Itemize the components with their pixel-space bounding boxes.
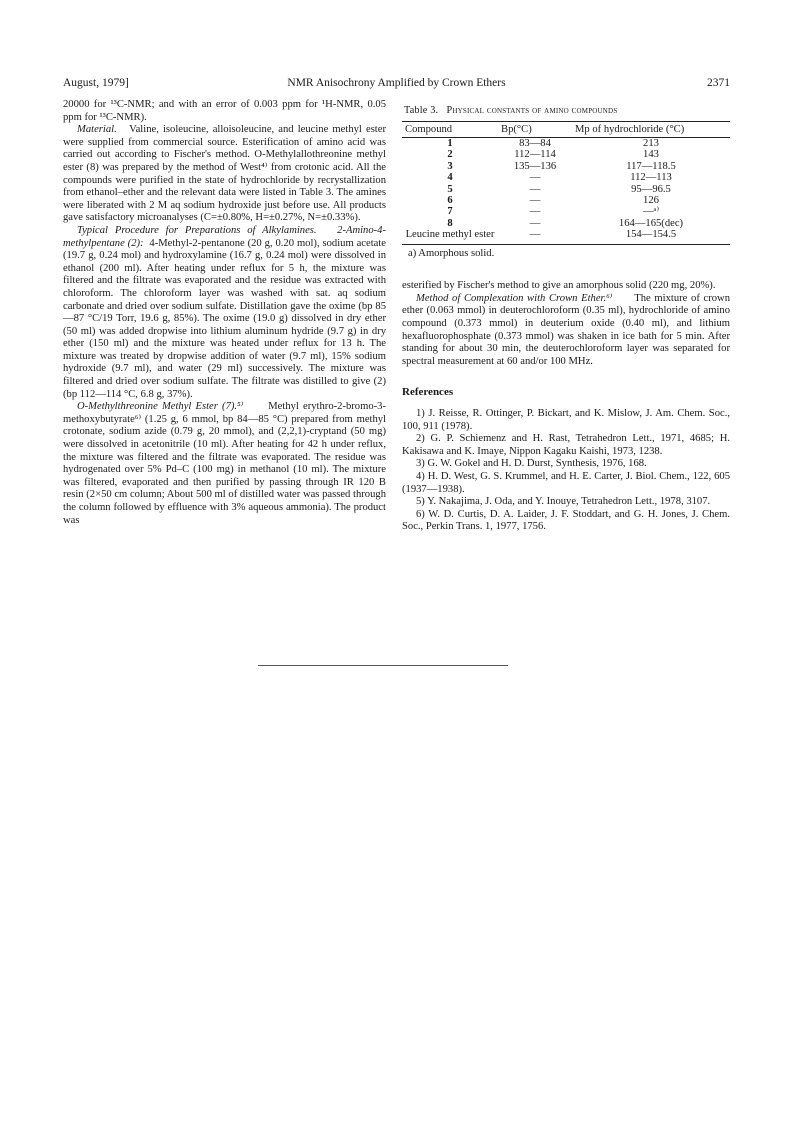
header-page-number: 2371	[707, 77, 730, 89]
table-footnote: a) Amorphous solid.	[408, 247, 495, 259]
table-cell-compound: 6	[447, 195, 453, 207]
typical-procedure-compound: 2-Amino-4-methylpentane (2):	[63, 224, 386, 249]
material-text: Valine, isoleucine, alloisoleucine, and leucine methyl ester were supplied from commercial source. Esterification of amino acid was carried out according to Fischer's method. O-Methylallothreonine methyl ester (8) was prepared by the method of West⁴⁾ from crotonic acid. All the compounds were purified in the state of hydrochloride by recrystallization from ethanol–ether and the relevant data were listed in Table 3. The amines were liberated with 2 M aq sodium hydroxide just before use. All products gave satisfactory microanalyses (C=±0.80%, H=±0.27%, N=±0.33%).	[63, 124, 386, 224]
table-cell-mp: 213	[643, 138, 659, 149]
table-cell-bp: —	[529, 172, 541, 184]
physical-constants-table	[402, 121, 730, 245]
table-row	[402, 161, 730, 172]
reference-item: 2) G. P. Schiemenz and H. Rast, Tetrahedron Lett., 1971, 4685; H. Kakisawa and K. Imaye, Nippon Kagaku Kaishi, 1973, 1238.	[402, 433, 730, 457]
references-heading: References	[402, 386, 454, 399]
table-cell-compound: 1	[447, 138, 453, 149]
reference-item: 4) H. D. West, G. S. Krummel, and H. E. Carter, J. Biol. Chem., 122, 605 (1937—1938).	[402, 470, 730, 495]
paragraph-omethylthreonine	[63, 401, 386, 527]
running-header	[63, 77, 730, 93]
table-cell-compound: Leucine methyl ester	[402, 229, 498, 244]
table-cell-compound: 2	[447, 149, 453, 161]
table-row	[402, 218, 730, 229]
complexation-method-text: The mixture of crown ether (0.063 mmol) in deuterochloroform (0.35 ml), hydrochloride of amino compound (0.373 mmol) in deuterium oxide (0.40 ml), and lithium hexafluorophosphate (0.373 mmol) was shaken in ice bath for 5 min. After standing for about 30 min, the deuterochloroform layer was separated for spectral measurement at 60 and/or 100 MHz.	[402, 292, 731, 367]
table-row	[402, 195, 730, 206]
table-cell-bp: —	[529, 195, 541, 207]
table-cell-mp: 117—118.5	[626, 160, 676, 172]
left-column	[63, 99, 386, 527]
table-header-compound: Compound	[402, 121, 498, 137]
table-cell-bp: 135—136	[513, 160, 557, 172]
header-title: NMR Anisochrony Amplified by Crown Ethers	[287, 77, 506, 89]
table-row	[402, 229, 730, 244]
table-cell-bp: —	[529, 217, 541, 229]
table-cell-mp: —ᵃ⁾	[642, 206, 660, 218]
table-caption	[404, 105, 730, 118]
header-date: August, 1979]	[63, 77, 129, 89]
table-cell-mp: 126	[643, 195, 659, 207]
reference-item: 3) G. W. Gokel and H. D. Durst, Synthesis, 1976, 168.	[416, 458, 647, 470]
typical-procedure-text: 4-Methyl-2-pentanone (20 g, 0.20 mol), sodium acetate (19.7 g, 0.24 mol) and hydroxylamine (16.7 g, 0.24 mol) were dissolved in ethanol (200 ml). After heating under reflux for 5 h, the mixture was filtered and the filtrate was evaporated and the residue was extracted with chloroform. The chloroform layer was washed with sat. aq sodium carbonate and dried over sodium sulfate. Distillation gave the oxime (bp 85—87 °C/19 Torr, 19.6 g, 85%). The oxime (19.0 g) dissolved in dry ether (50 ml) was added dropwise into lithium aluminum hydride (9.7 g) in dry ether (150 ml) and the mixture was heated under reflux for 13 h. The mixture was treated by dropwise addition of water (9.7 ml), 15% sodium hydroxide (9.7 ml), and water (29 ml) successively. The mixture was filtered and dried over sodium sulfate. The filtrate was distilled to give (2) (bp 112—114 °C, 6.8 g, 37%).	[63, 237, 387, 400]
table-cell-compound: 5	[447, 183, 453, 195]
table-row	[402, 184, 730, 195]
reference-list	[402, 408, 730, 534]
table-cell-mp: 164—165(dec)	[618, 217, 684, 229]
table-cell-mp: 143	[643, 149, 659, 161]
table-cell-bp: —	[529, 206, 541, 218]
table-row	[402, 138, 730, 150]
omethylthreonine-heading: O-Methylthreonine Methyl Ester (7).⁵⁾	[77, 401, 244, 413]
table-cell-compound: 3	[447, 160, 453, 172]
table-cell-compound: 7	[447, 206, 453, 218]
table-cell-bp: —	[529, 183, 541, 195]
complexation-method-heading: Method of Complexation with Crown Ether.⁶⁾	[416, 292, 613, 304]
end-of-article-rule	[258, 665, 508, 666]
table-caption-number: Table 3.	[404, 105, 439, 116]
table-row	[402, 206, 730, 217]
table-cell-bp: —	[498, 229, 572, 244]
paragraph-typical-procedure	[63, 225, 386, 401]
typical-procedure-heading: Typical Procedure for Preparations of Alkylamines.	[77, 224, 317, 236]
material-heading: Material.	[77, 124, 117, 136]
table-cell-bp: 83—84	[519, 138, 551, 149]
omethylthreonine-text: Methyl erythro-2-bromo-3-methoxybutyrate⁶⁾ (1.25 g, 6 mmol, bp 84—85 °C) prepared from methyl crotonate, sodium azide (0.79 g, 20 mmol), and (2,2,1)-cryptand (50 mg) were dissolved in acetonitrile (10 ml). After heating for 42 h under reflux, the mixture was filtered and the filtrate was evaporated. The residue was hydrogenated over 5% Pd–C (100 mg) in methanol (10 ml). The mixture was filtered, evaporated and then purified by passing through IR 120 B resin (2×50 cm column; About 500 ml of distilled water was passed through the column followed by effluence with 3% aqueous ammonia). The product was	[63, 401, 386, 526]
table-row	[402, 149, 730, 160]
table-cell-compound: 4	[447, 172, 453, 184]
table-cell-mp: 112—113	[630, 172, 672, 184]
table-cell-mp: 154—154.5	[572, 229, 730, 244]
reference-item: 1) J. Reisse, R. Ottinger, P. Bickart, and K. Mislow, J. Am. Chem. Soc., 100, 911 (1978).	[402, 408, 730, 432]
table-header-bp: Bp(°C)	[498, 121, 572, 137]
reference-item: 5) Y. Nakajima, J. Oda, and Y. Inouye, Tetrahedron Lett., 1978, 3107.	[416, 496, 711, 508]
paragraph-esterified: esterified by Fischer's method to give an amorphous solid (220 mg, 20%).	[402, 280, 716, 292]
table-caption-title: Physical constants of amino compounds	[446, 105, 618, 116]
table-header-mp: Mp of hydrochloride (°C)	[572, 121, 730, 137]
reference-item: 6) W. D. Curtis, D. A. Laider, J. F. Stoddart, and G. H. Jones, J. Chem. Soc., Perkin Trans. 1, 1977, 1756.	[402, 508, 730, 533]
paragraph-nmr-error: 20000 for ¹³C-NMR; and with an error of 0.003 ppm for ¹H-NMR, 0.05 ppm for ¹³C-NMR).	[63, 99, 386, 123]
table-header-row	[402, 121, 730, 137]
paragraph-complexation-method	[402, 293, 730, 369]
table-cell-mp: 95—96.5	[631, 183, 671, 195]
right-column	[402, 99, 730, 534]
table-cell-bp: 112—114	[514, 149, 556, 161]
table-row	[402, 172, 730, 183]
table-cell-compound: 8	[447, 217, 453, 229]
paragraph-material	[63, 124, 386, 225]
